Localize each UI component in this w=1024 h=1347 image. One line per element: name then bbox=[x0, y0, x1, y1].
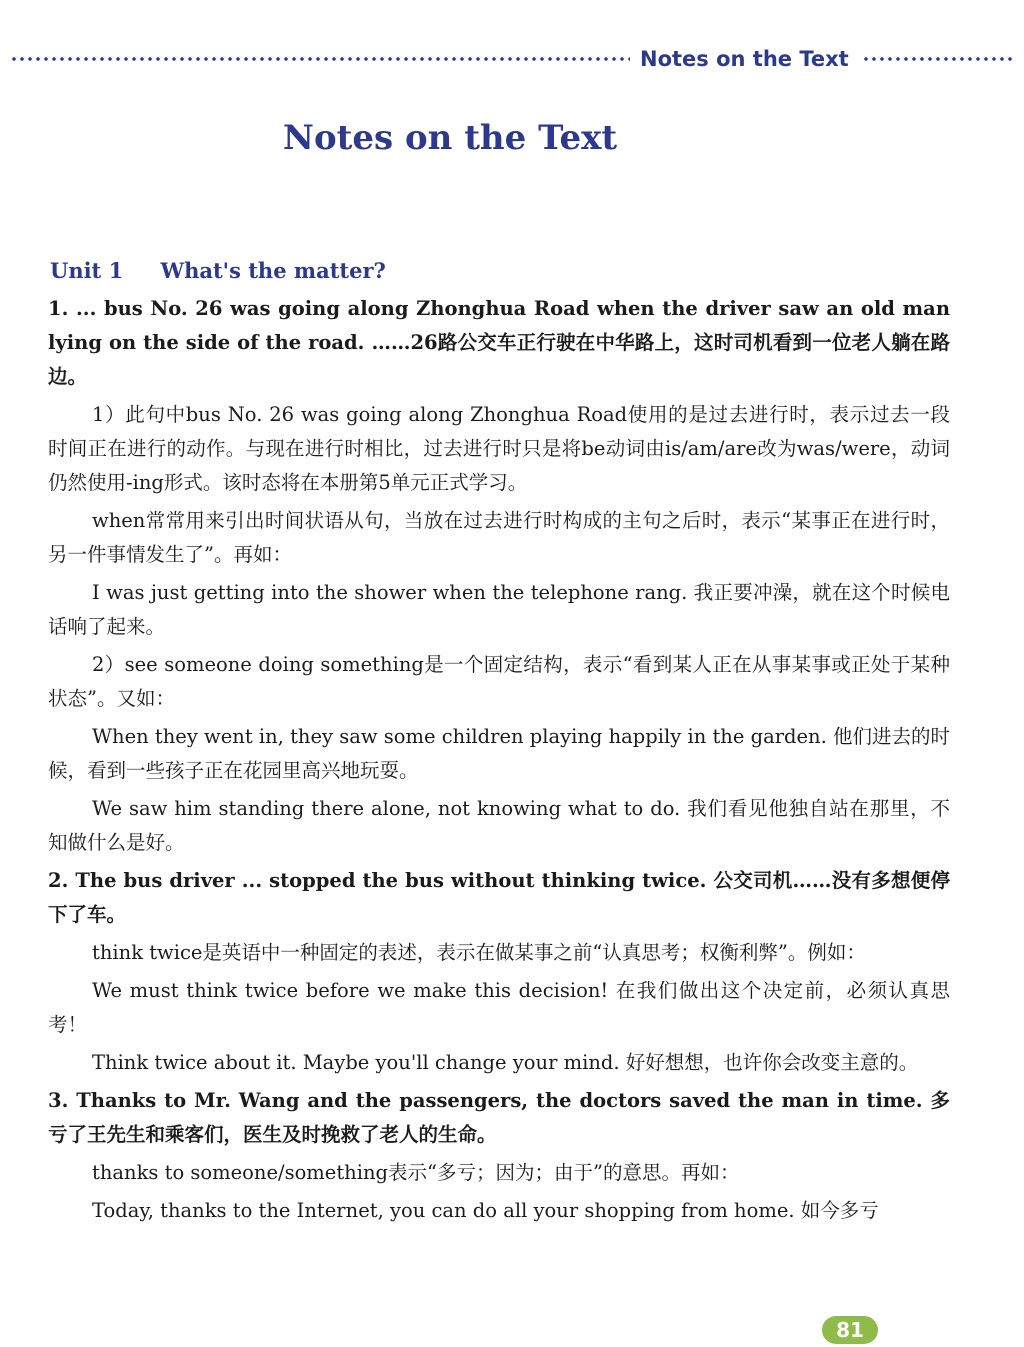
note-1-example: When they went in, they saw some children playing happily in the garden. 他们进去的时候，看到一些孩子正在花园里高兴地玩耍。 bbox=[48, 725, 950, 782]
note-2-example: We must think twice before we make this decision! 在我们做出这个决定前，必须认真思考！ bbox=[48, 979, 950, 1036]
note-1-example: We saw him standing there alone, not knowing what to do. 我们看见他独自站在那里，不知做什么是好。 bbox=[48, 797, 950, 854]
running-header-title: Notes on the Text bbox=[640, 47, 849, 71]
unit-heading bbox=[50, 258, 386, 283]
note-2-heading: 2. The bus driver ... stopped the bus without thinking twice. 公交司机……没有多想便停下了车。 bbox=[48, 869, 950, 926]
dotted-rule-left bbox=[10, 56, 630, 62]
page-title: Notes on the Text bbox=[282, 118, 618, 158]
note-2-example: Think twice about it. Maybe you'll change your mind. 好好想想，也许你会改变主意的。 bbox=[92, 1051, 919, 1074]
dotted-rule-right bbox=[862, 56, 1016, 62]
note-3-heading: 3. Thanks to Mr. Wang and the passengers, the doctors saved the man in time. 多亏了王先生和乘客们，医生及时挽救了老人的生命。 bbox=[48, 1089, 950, 1146]
note-1-heading: 1. ... bus No. 26 was going along Zhonghua Road when the driver saw an old man lying on the side of the road. ……26路公交车正行驶在中华路上，这时司机看到一位老人躺在路边。 bbox=[48, 297, 950, 388]
running-header bbox=[0, 44, 1024, 74]
note-1-paragraph: 1）此句中bus No. 26 was going along Zhonghua Road使用的是过去进行时，表示过去一段时间正在进行的动作。与现在进行时相比，过去进行时只是将be动词由is/am/are改为was/were，动词仍然使用-ing形式。该时态将在本册第5单元正式学习。 bbox=[48, 403, 950, 494]
note-3-paragraph: thanks to someone/something表示“多亏；因为；由于”的意思。再如： bbox=[92, 1161, 740, 1184]
unit-title: What's the matter? bbox=[160, 258, 386, 283]
notes-body bbox=[48, 292, 950, 1232]
note-2-paragraph: think twice是英语中一种固定的表述，表示在做某事之前“认真思考；权衡利弊”。例如： bbox=[92, 941, 866, 964]
note-1-example: I was just getting into the shower when the telephone rang. 我正要冲澡，就在这个时候电话响了起来。 bbox=[48, 581, 950, 638]
page-number-badge: 81 bbox=[822, 1316, 878, 1344]
unit-label: Unit 1 bbox=[50, 258, 124, 283]
note-3-example: Today, thanks to the Internet, you can do all your shopping from home. 如今多亏 bbox=[92, 1199, 879, 1222]
note-1-paragraph: when常常用来引出时间状语从句，当放在过去进行时构成的主句之后时，表示“某事正在进行时，另一件事情发生了”。再如： bbox=[48, 509, 950, 566]
note-1-paragraph: 2）see someone doing something是一个固定结构，表示“看到某人正在从事某事或正处于某种状态”。又如： bbox=[48, 653, 950, 710]
